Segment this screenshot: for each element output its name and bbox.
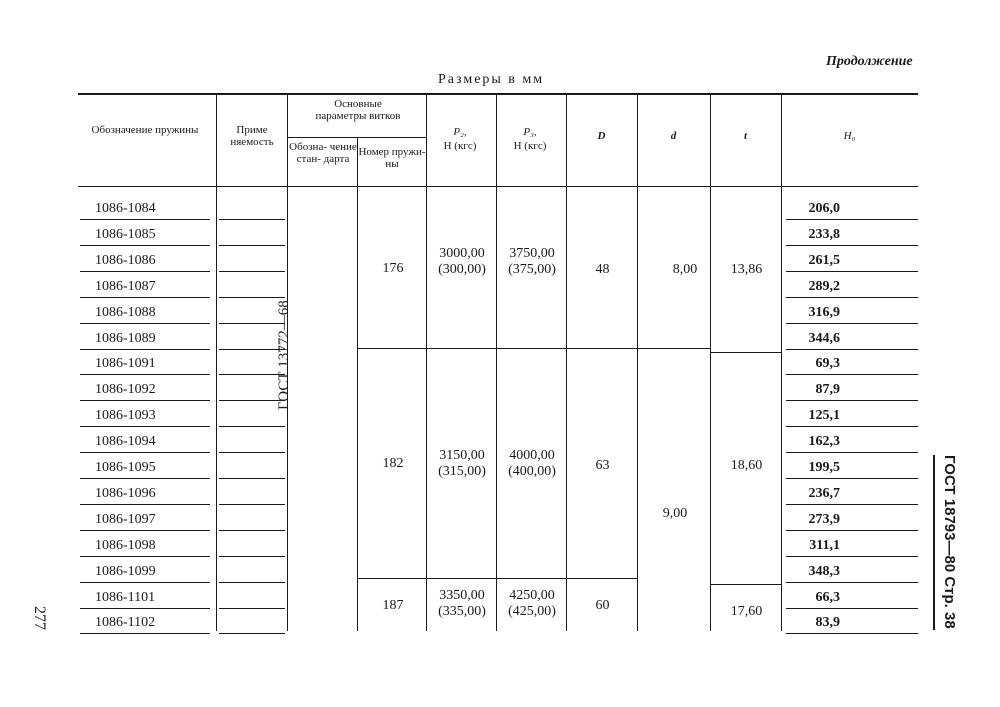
h0-rule: [786, 245, 918, 246]
group1-number: 176: [382, 261, 404, 276]
applicability-blank: [219, 297, 285, 298]
h0-value: 66,3: [815, 589, 840, 605]
spring-code: 1086-1098: [95, 537, 156, 553]
group2-p3b: (400,00): [508, 464, 556, 479]
spring-code: 1086-1086: [95, 252, 156, 268]
group2-p2b: (315,00): [438, 464, 486, 479]
h0-rule: [786, 504, 918, 505]
group1-p3b: (375,00): [508, 262, 556, 277]
h0-value: 316,9: [808, 304, 840, 320]
row-rule: [80, 582, 210, 583]
header-applicability: Приме няемость: [230, 124, 274, 148]
group3-p3a: 4250,00: [509, 588, 555, 603]
group2-p3a: 4000,00: [509, 448, 555, 463]
group1-p2b: (300,00): [438, 262, 486, 277]
header-t: t: [743, 130, 748, 142]
applicability-blank: [219, 530, 285, 531]
d-value-1: 8,00: [672, 262, 698, 277]
header-designation: Обозначение пружины: [91, 124, 199, 136]
group2-t: 18,60: [730, 458, 763, 473]
group1-p3a: 3750,00: [509, 246, 555, 261]
group3-number: 187: [382, 598, 404, 613]
continuation-label: Продолжение: [826, 54, 913, 69]
h0-value: 87,9: [815, 382, 840, 398]
row-rule: [80, 452, 210, 453]
spring-code: 1086-1088: [95, 304, 156, 320]
row-rule: [80, 608, 210, 609]
spring-code: 1086-1091: [95, 356, 156, 372]
spring-code: 1086-1097: [95, 511, 156, 527]
left-page-number: 277: [31, 606, 48, 630]
h0-value: 289,2: [808, 278, 840, 294]
h0-value: 273,9: [808, 511, 840, 527]
spring-code: 1086-1099: [95, 563, 156, 579]
spring-code: 1086-1087: [95, 278, 156, 294]
group3-D: 60: [595, 598, 610, 613]
applicability-blank: [219, 271, 285, 272]
h0-rule: [786, 297, 918, 298]
applicability-blank: [219, 219, 285, 220]
group3-p2b: (335,00): [438, 604, 486, 619]
spring-code: 1086-1085: [95, 226, 156, 242]
group3-p2a: 3350,00: [439, 588, 485, 603]
row-rule: [80, 478, 210, 479]
spring-code: 1086-1101: [95, 589, 156, 605]
header-D: D: [597, 130, 606, 142]
group2-p2a: 3150,00: [439, 448, 485, 463]
row-rule: [80, 297, 210, 298]
h0-rule: [786, 219, 918, 220]
row-rule: [80, 556, 210, 557]
group1-D: 48: [595, 262, 610, 277]
h0-rule: [786, 633, 918, 634]
h0-rule: [786, 374, 918, 375]
h0-value: 69,3: [815, 356, 840, 372]
h0-rule: [786, 530, 918, 531]
d-value-2: 9,00: [662, 506, 688, 521]
h0-rule: [786, 608, 918, 609]
group1-t: 13,86: [730, 262, 763, 277]
h0-value: 348,3: [808, 563, 840, 579]
header-main-params: Основные параметры витков: [315, 98, 401, 122]
header-std-designation: Обозна- чение стан- дарта: [289, 141, 357, 165]
row-rule: [80, 426, 210, 427]
row-rule: [80, 504, 210, 505]
h0-rule: [786, 452, 918, 453]
h0-value: 233,8: [808, 226, 840, 242]
h0-value: 125,1: [808, 408, 840, 424]
spring-code: 1086-1102: [95, 615, 156, 631]
row-rule: [80, 219, 210, 220]
row-rule: [80, 374, 210, 375]
row-rule: [80, 633, 210, 634]
h0-rule: [786, 556, 918, 557]
group2-D: 63: [595, 458, 610, 473]
spring-code: 1086-1095: [95, 460, 156, 475]
spring-code: 1086-1093: [95, 408, 156, 424]
group3-p3b: (425,00): [508, 604, 556, 619]
applicability-blank: [219, 426, 285, 427]
row-rule: [80, 530, 210, 531]
spring-code: 1086-1096: [95, 485, 156, 501]
applicability-blank: [219, 556, 285, 557]
h0-value: 162,3: [808, 434, 840, 450]
standard-label: ГОСТ 13772—68: [276, 300, 292, 410]
h0-value: 83,9: [815, 615, 840, 631]
header-p3-symbol: P₃,: [523, 126, 537, 138]
h0-value: 311,1: [809, 537, 840, 553]
right-gost-label: ГОСТ 18793—80 Стр. 38: [941, 455, 958, 629]
h0-rule: [786, 271, 918, 272]
applicability-blank: [219, 633, 285, 634]
spring-code: 1086-1084: [95, 201, 156, 216]
header-d: d: [670, 130, 677, 142]
header-p3-unit: Н (кгс): [513, 140, 547, 152]
applicability-blank: [219, 504, 285, 505]
row-rule: [80, 271, 210, 272]
applicability-blank: [219, 478, 285, 479]
h0-rule: [786, 426, 918, 427]
applicability-blank: [219, 245, 285, 246]
h0-rule: [786, 323, 918, 324]
h0-rule: [786, 582, 918, 583]
h0-value: 206,0: [808, 201, 840, 216]
h0-rule: [786, 400, 918, 401]
h0-rule: [786, 478, 918, 479]
group2-number: 182: [382, 456, 404, 471]
header-p2-unit: Н (кгс): [443, 140, 477, 152]
dimensions-label: Размеры в мм: [438, 72, 545, 87]
row-rule: [80, 400, 210, 401]
applicability-blank: [219, 608, 285, 609]
spring-code: 1086-1092: [95, 382, 156, 398]
spring-code: 1086-1089: [95, 330, 156, 346]
row-rule: [80, 245, 210, 246]
applicability-blank: [219, 582, 285, 583]
h0-value: 261,5: [808, 252, 840, 268]
header-H0: H₀: [843, 130, 856, 142]
header-p2-symbol: P₂,: [453, 126, 467, 138]
row-rule: [80, 323, 210, 324]
h0-value: 344,6: [808, 330, 840, 346]
h0-value: 236,7: [808, 485, 840, 501]
h0-value: 199,5: [808, 460, 840, 475]
applicability-blank: [219, 452, 285, 453]
table-top-rule: [78, 93, 918, 95]
header-bottom-rule: [78, 186, 918, 187]
group1-p2a: 3000,00: [439, 246, 485, 261]
header-spring-number: Номер пружи- ны: [358, 146, 426, 170]
h0-rule: [786, 349, 918, 350]
row-rule: [80, 349, 210, 350]
group3-t: 17,60: [730, 604, 763, 619]
spring-code: 1086-1094: [95, 434, 156, 450]
